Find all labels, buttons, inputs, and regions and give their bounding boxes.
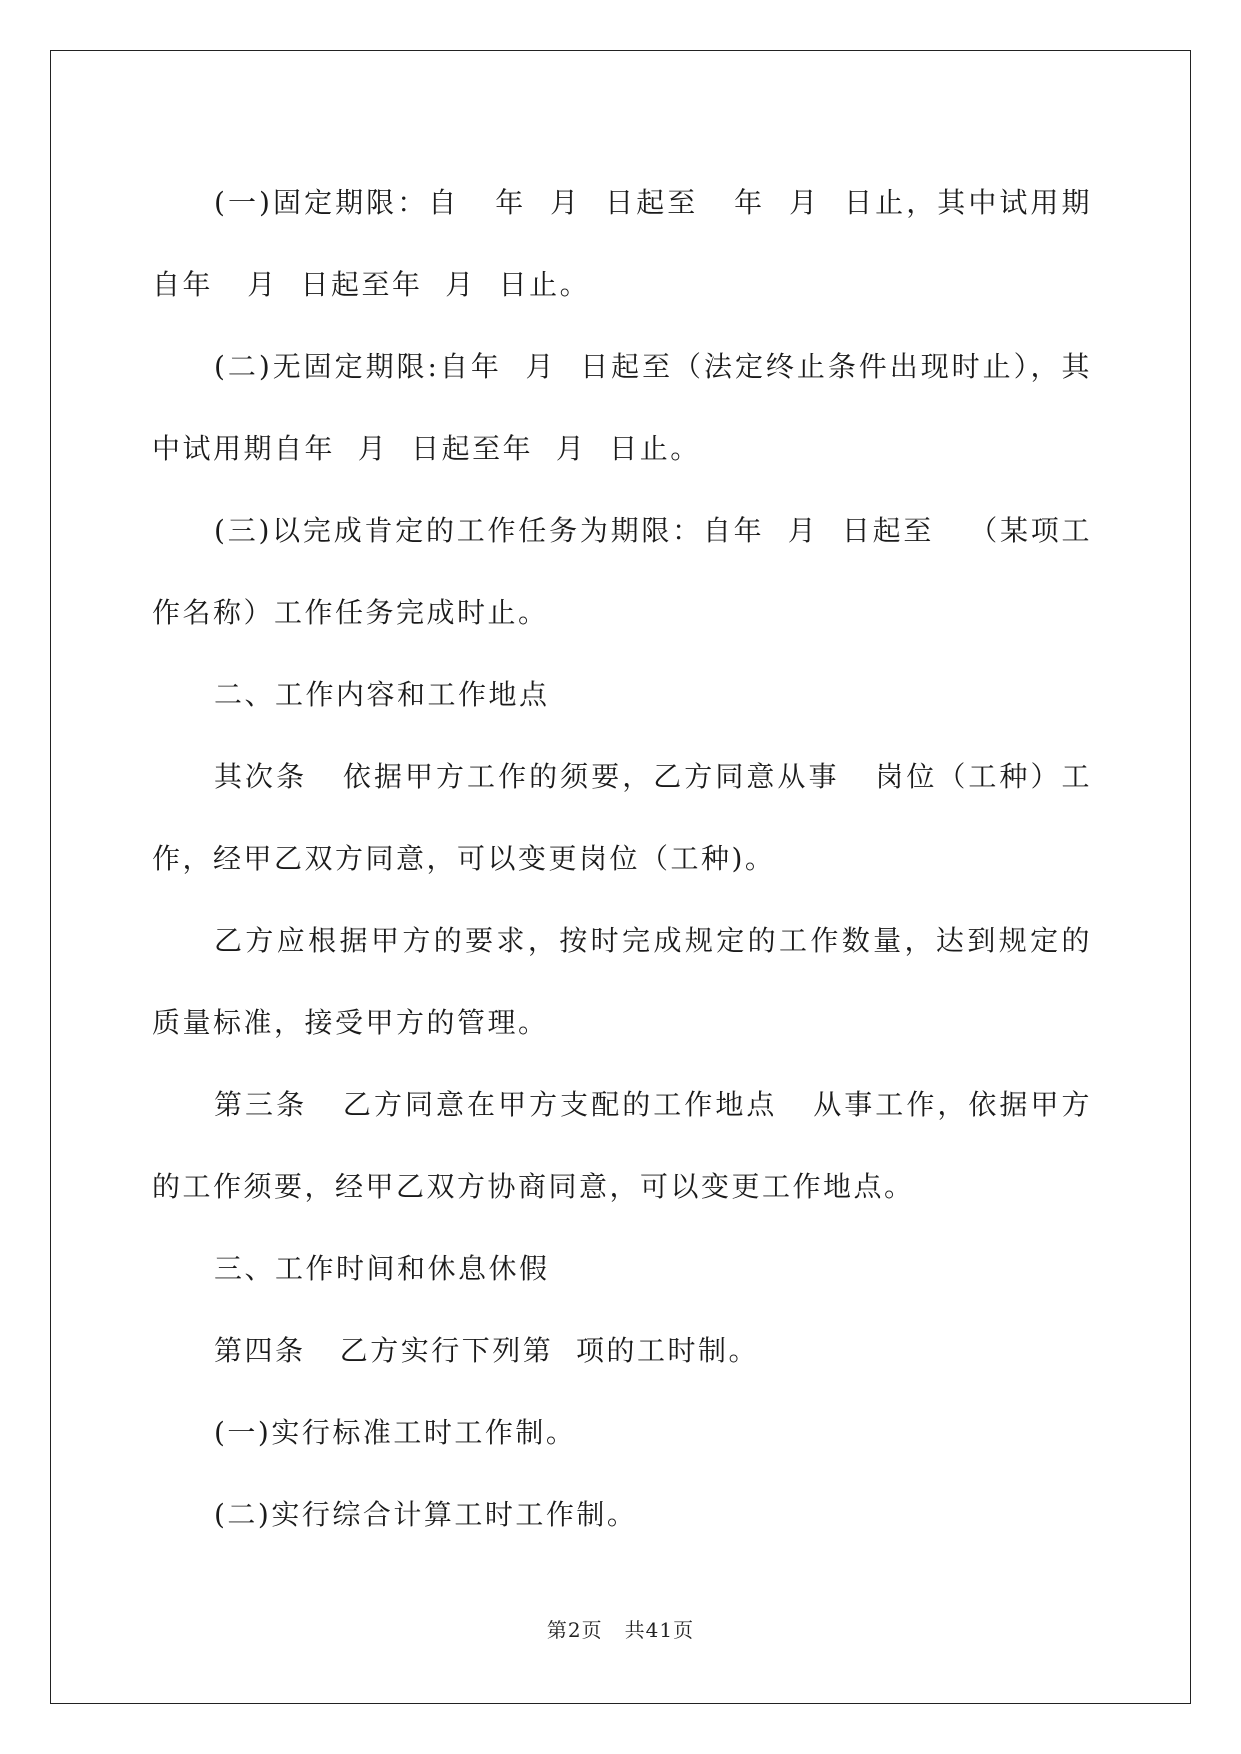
paragraph-article-4: 第四条 乙方实行下列第 项的工时制。 xyxy=(214,1334,760,1367)
paragraph-comprehensive-hours: (二)实行综合计算工时工作制。 xyxy=(214,1498,638,1531)
paragraph-work-requirements: 乙方应根据甲方的要求，按时完成规定的工作数量，达到规定的质量标准，接受甲方的管理。 xyxy=(152,924,1092,1039)
paragraph-article-3: 第三条 乙方同意在甲方支配的工作地点 从事工作，依据甲方的工作须要，经甲乙双方协商同意，可以变更工作地点。 xyxy=(152,1088,1092,1203)
paragraph-task-term: (三)以完成肯定的工作任务为期限：自年 月 日起至 （某项工作名称）工作任务完成时止。 xyxy=(152,514,1092,629)
paragraph-fixed-term: (一)固定期限：自 年 月 日起至 年 月 日止，其中试用期自年 月 日起至年 月 日止。 xyxy=(152,186,1092,301)
section-heading-work-content: 二、工作内容和工作地点 xyxy=(214,678,550,711)
page-number-footer: 第2页 共41页 xyxy=(546,1618,695,1642)
paragraph-standard-hours: (一)实行标准工时工作制。 xyxy=(214,1416,577,1449)
paragraph-open-term: (二)无固定期限:自年 月 日起至（法定终止条件出现时止），其中试用期自年 月 日起至年 月 日止。 xyxy=(152,350,1092,465)
paragraph-article-2: 其次条 依据甲方工作的须要，乙方同意从事 岗位（工种）工作，经甲乙双方同意，可以变更岗位（工种)。 xyxy=(152,760,1092,875)
document-body xyxy=(152,162,1092,1556)
section-heading-work-hours: 三、工作时间和休息休假 xyxy=(214,1252,550,1285)
